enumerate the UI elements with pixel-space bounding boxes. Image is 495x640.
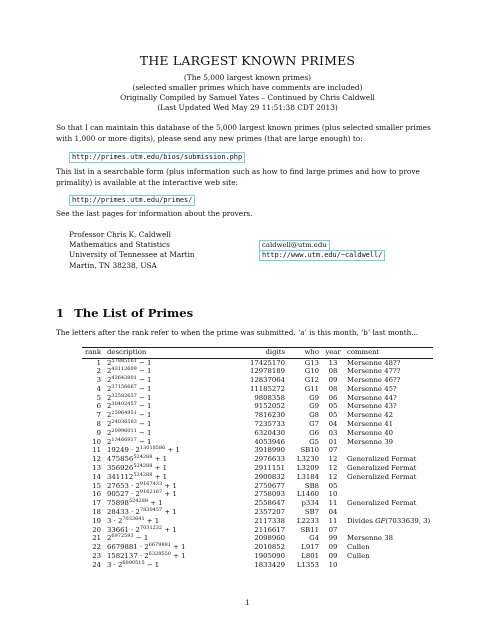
cell-digits: 1833429: [254, 560, 286, 569]
cell-description: $2^{25964951} - 1$: [107, 410, 152, 420]
document-title: THE LARGEST KNOWN PRIMES: [139, 53, 356, 68]
cell-rank: 12: [92, 455, 102, 464]
cell-year: 99: [328, 534, 338, 543]
cell-digits: 4053946: [254, 437, 286, 446]
submission-link[interactable]: http://primes.utm.edu/bios/submission.php: [69, 152, 245, 163]
cell-digits: 2010852: [254, 543, 286, 552]
cell-description: $2^{57885161} - 1$: [107, 357, 152, 367]
cell-digits: 9152052: [254, 402, 286, 411]
cell-comment: Cullen: [347, 552, 370, 561]
cell-rank: 17: [92, 499, 102, 508]
cell-digits: 7235733: [254, 420, 286, 429]
cell-year: 05: [328, 481, 338, 490]
cell-comment: Generalized Fermat: [347, 464, 417, 473]
cell-rank: 8: [96, 420, 102, 429]
table-row: [82, 499, 433, 508]
column-header-description: description: [104, 348, 230, 359]
section-number: 1: [56, 306, 65, 320]
cell-comment: [344, 526, 433, 535]
cell-year: 09: [328, 543, 338, 552]
intro-paragraph-website: This list in a searchable form (plus information such as how to find large primes and how to prove primality) is available at the interactive web site:: [56, 167, 420, 187]
intro-paragraph-submit: So that I can maintain this database of the 5,000 largest known primes (plus selected smaller primes with 1,000 or more digits), please send any new primes (that are large enough) to:: [56, 123, 431, 143]
cell-year: 07: [328, 525, 338, 534]
cell-digits: 17425170: [249, 358, 286, 367]
cell-comment: Mersenne 42: [347, 411, 393, 420]
cell-year: 09: [328, 552, 338, 561]
cell-who: SB10: [300, 446, 320, 455]
cell-year: 03: [328, 428, 338, 437]
cell-who: L801: [301, 552, 320, 561]
cell-description: $2^{43112609} - 1$: [107, 366, 152, 376]
cell-year: 04: [328, 508, 338, 517]
cell-year: 11: [328, 516, 338, 525]
table-row: [82, 473, 433, 482]
cell-who: L1460: [296, 490, 320, 499]
cell-digits: 7816230: [254, 411, 286, 420]
cell-digits: 2911151: [254, 464, 286, 473]
cell-who: G5: [309, 437, 320, 446]
cell-rank: 14: [92, 472, 102, 481]
cell-comment: Cullen: [347, 543, 370, 552]
cell-who: L1353: [296, 560, 320, 569]
cell-digits: 11185272: [249, 384, 286, 393]
cell-comment: [344, 508, 433, 517]
cell-digits: 2357207: [254, 508, 286, 517]
cell-year: 08: [328, 384, 338, 393]
cell-rank: 18: [92, 508, 102, 517]
cell-digits: 2758093: [254, 490, 286, 499]
cell-year: 11: [328, 499, 338, 508]
section-title: The List of Primes: [74, 306, 194, 320]
cell-description: $27653 \cdot 2^{9167433} + 1$: [107, 480, 177, 490]
cell-year: 12: [328, 455, 338, 464]
cell-comment: Mersenne 41: [347, 420, 393, 429]
primes-table: [82, 347, 433, 570]
column-header-year: year: [322, 348, 344, 359]
cell-comment: Mersenne 48??: [347, 358, 401, 367]
email-link[interactable]: caldwell@utm.edu: [259, 240, 330, 251]
cell-comment: Mersenne 46??: [347, 376, 401, 385]
cell-who: L2233: [296, 516, 320, 525]
address-line: Professor Chris K. Caldwell: [69, 230, 171, 239]
table-row: [82, 534, 433, 543]
cell-description: $2^{42643801} - 1$: [107, 375, 152, 385]
cell-rank: 23: [92, 552, 102, 561]
cell-comment: Mersenne 43?: [347, 402, 397, 411]
cell-rank: 24: [92, 560, 102, 569]
cell-year: 08: [328, 367, 338, 376]
cell-rank: 20: [92, 525, 102, 534]
section-heading: [56, 306, 193, 320]
cell-who: p334: [301, 499, 320, 508]
cell-who: G10: [304, 367, 320, 376]
cell-who: G11: [304, 384, 320, 393]
cell-year: 12: [328, 472, 338, 481]
cell-digits: 2117338: [254, 516, 286, 525]
cell-comment: Divides GF(7033639, 3): [347, 516, 431, 525]
subtitle-line: (selected smaller primes which have comments are included): [132, 83, 363, 92]
table-row: [82, 517, 433, 526]
cell-rank: 22: [92, 543, 102, 552]
cell-rank: 11: [92, 446, 102, 455]
cell-year: 07: [328, 446, 338, 455]
cell-who: G12: [304, 376, 320, 385]
cell-comment: Mersenne 38: [347, 534, 393, 543]
address-line: Martin, TN 38238, USA: [69, 260, 157, 270]
cell-rank: 16: [92, 490, 102, 499]
subtitle-line: (The 5,000 largest known primes): [183, 73, 312, 82]
cell-comment: Generalized Fermat: [347, 472, 417, 481]
cell-rank: 5: [96, 393, 102, 402]
cell-digits: 9808358: [254, 393, 286, 402]
cell-comment: [344, 490, 433, 499]
cell-digits: 12837064: [249, 376, 286, 385]
cell-who: SB7: [304, 508, 320, 517]
cell-comment: Mersenne 40: [347, 428, 393, 437]
cell-rank: 1: [96, 358, 102, 367]
postal-address: [69, 230, 195, 271]
cell-description: $341112^{524288} + 1$: [107, 471, 167, 481]
cell-rank: 19: [92, 516, 102, 525]
cell-digits: 3918990: [254, 446, 286, 455]
cell-year: 12: [328, 464, 338, 473]
cell-who: L3209: [296, 464, 320, 473]
cell-who: G13: [304, 358, 320, 367]
cell-year: 10: [328, 490, 338, 499]
address-line: University of Tennessee at Martin: [69, 250, 195, 260]
cell-rank: 21: [92, 534, 102, 543]
cell-description: $75898^{524288} + 1$: [107, 498, 163, 508]
cell-digits: 1905090: [254, 552, 286, 561]
cell-year: 01: [328, 437, 338, 446]
cell-year: 10: [328, 560, 338, 569]
cell-who: G9: [309, 402, 320, 411]
cell-description: $475856^{524288} + 1$: [107, 454, 167, 464]
cell-description: $3 \cdot 2^{6090515} - 1$: [107, 559, 160, 569]
cell-who: G8: [309, 411, 320, 420]
cell-comment: [344, 561, 433, 570]
cell-digits: 2116617: [254, 525, 286, 534]
cell-comment: Mersenne 44?: [347, 393, 397, 402]
cell-description: $19249 \cdot 2^{13018586} + 1$: [107, 445, 180, 455]
table-row: [82, 561, 433, 570]
cell-rank: 9: [96, 428, 102, 437]
cell-year: 09: [328, 376, 338, 385]
page-number: 1: [245, 598, 250, 607]
section-intro: The letters after the rank refer to when the prime was submitted. ‘a’ is this month, ‘b’ last month...: [56, 328, 419, 337]
cell-description: $2^{30402457} - 1$: [107, 401, 152, 411]
cell-year: 06: [328, 393, 338, 402]
table-body: [82, 358, 433, 570]
cell-digits: 2558647: [254, 499, 286, 508]
column-header-digits: digits: [230, 348, 288, 359]
cell-comment: Mersenne 45?: [347, 384, 397, 393]
cell-description: $2^{37156667} - 1$: [107, 383, 152, 393]
cell-year: 04: [328, 420, 338, 429]
cell-who: L3230: [296, 455, 320, 464]
cell-rank: 2: [96, 367, 102, 376]
cell-comment: Mersenne 47??: [347, 367, 401, 376]
cell-description: $90527 \cdot 2^{9162167} + 1$: [107, 489, 177, 499]
table-row: [82, 543, 433, 552]
cell-comment: Mersenne 39: [347, 437, 393, 446]
cell-rank: 3: [96, 376, 102, 385]
cell-who: L917: [301, 543, 320, 552]
cell-who: G7: [309, 420, 320, 429]
cell-who: SB8: [304, 481, 320, 490]
cell-rank: 7: [96, 411, 102, 420]
primes-website-link[interactable]: http://primes.utm.edu/primes/: [69, 195, 195, 206]
cell-comment: [344, 482, 433, 491]
cell-description: $2^{20996011} - 1$: [107, 427, 152, 437]
cell-rank: 13: [92, 464, 102, 473]
cell-comment: Generalized Fermat: [347, 499, 417, 508]
cell-description: $3 \cdot 2^{7033641} + 1$: [107, 515, 160, 525]
column-header-comment: comment: [344, 348, 433, 359]
cell-who: G4: [309, 534, 320, 543]
cell-rank: 10: [92, 437, 102, 446]
cell-comment: [344, 446, 433, 455]
cell-year: 13: [328, 358, 338, 367]
cell-description: $356926^{524288} + 1$: [107, 463, 167, 473]
table-header-row: [82, 348, 433, 359]
cell-digits: 2098960: [254, 534, 286, 543]
cell-digits: 2759677: [254, 481, 286, 490]
subtitle-line: (Last Updated Wed May 29 11:51:38 CDT 2013): [157, 103, 338, 112]
cell-year: 05: [328, 402, 338, 411]
cell-who: SB11: [300, 525, 320, 534]
cell-description: $6679881 \cdot 2^{6679881} + 1$: [107, 542, 186, 552]
cell-description: $28433 \cdot 2^{7830457} + 1$: [107, 507, 177, 517]
cell-digits: 2976633: [254, 455, 286, 464]
intro-paragraph-provers: See the last pages for information about the provers.: [56, 209, 253, 218]
cell-rank: 15: [92, 481, 102, 490]
cell-who: G9: [309, 393, 320, 402]
cell-who: L3184: [296, 472, 320, 481]
cell-description: $1582137 \cdot 2^{6328550} + 1$: [107, 551, 186, 561]
homepage-link[interactable]: http://www.utm.edu/~caldwell/: [259, 250, 385, 261]
address-line: Mathematics and Statistics: [69, 240, 170, 250]
cell-rank: 4: [96, 384, 102, 393]
cell-who: G6: [309, 428, 320, 437]
cell-digits: 6320430: [254, 428, 286, 437]
column-header-rank: rank: [82, 348, 104, 359]
cell-description: $2^{6972593} - 1$: [107, 533, 149, 543]
cell-description: $2^{13466917} - 1$: [107, 436, 152, 446]
cell-comment: Generalized Fermat: [347, 455, 417, 464]
column-header-who: who: [288, 348, 322, 359]
cell-digits: 2900832: [254, 472, 286, 481]
cell-rank: 6: [96, 402, 102, 411]
subtitle-line: Originally Compiled by Samuel Yates – Continued by Chris Caldwell: [120, 93, 375, 102]
cell-description: $2^{24036583} - 1$: [107, 419, 152, 429]
cell-description: $2^{32582657} - 1$: [107, 392, 152, 402]
cell-year: 05: [328, 411, 338, 420]
cell-digits: 12978189: [249, 367, 286, 376]
cell-description: $33661 \cdot 2^{7031232} + 1$: [107, 524, 177, 534]
